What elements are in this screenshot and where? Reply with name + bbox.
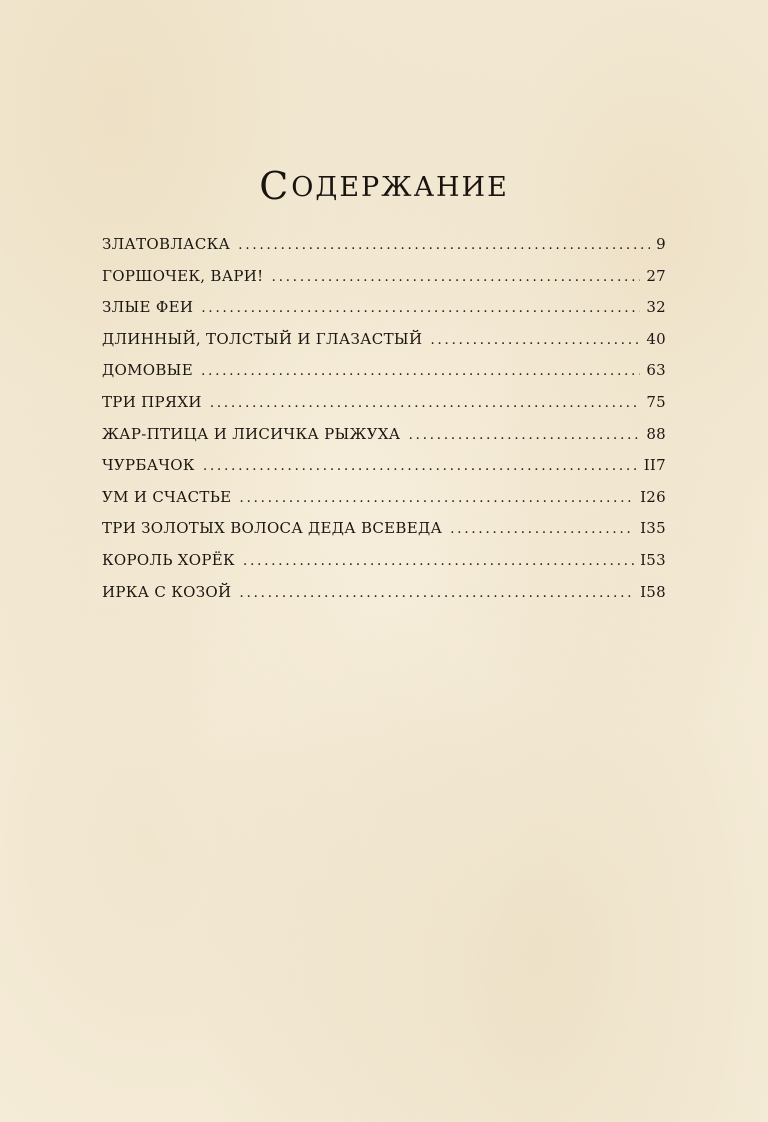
table-of-contents bbox=[102, 235, 666, 614]
toc-entry-title: КОРОЛЬ ХОРЁК bbox=[102, 550, 235, 569]
toc-entry-title: ТРИ ЗОЛОТЫХ ВОЛОСА ДЕДА ВСЕВЕДА bbox=[102, 519, 443, 538]
dot-leader bbox=[203, 458, 638, 474]
title-text: ОДЕРЖАНИЕ bbox=[291, 172, 509, 203]
toc-entry-page: I35 bbox=[640, 519, 666, 538]
dot-leader bbox=[430, 332, 640, 348]
toc-entry-title: ЧУРБАЧОК bbox=[102, 456, 195, 475]
toc-entry[interactable] bbox=[102, 267, 666, 299]
toc-entry-page: II7 bbox=[643, 456, 666, 475]
toc-entry-title: ЗЛАТОВЛАСКА bbox=[102, 235, 231, 253]
dot-leader bbox=[201, 300, 640, 316]
toc-entry-title: УМ И СЧАСТЬЕ bbox=[102, 487, 232, 506]
toc-entry-title: ДОМОВЫЕ bbox=[102, 361, 193, 380]
toc-entry-title: ЗЛЫЕ ФЕИ bbox=[102, 298, 194, 317]
toc-entry-page: 40 bbox=[646, 329, 666, 348]
toc-entry-title: ИРКА С КОЗОЙ bbox=[102, 582, 232, 601]
toc-entry[interactable] bbox=[102, 583, 666, 615]
toc-entry[interactable] bbox=[102, 425, 666, 457]
dot-leader bbox=[408, 427, 640, 443]
dot-leader bbox=[210, 395, 641, 411]
toc-entry[interactable] bbox=[102, 488, 666, 520]
decorative-initial: С bbox=[259, 164, 291, 208]
toc-entry-page: I58 bbox=[640, 582, 666, 601]
toc-entry[interactable] bbox=[102, 298, 666, 330]
toc-entry-title: ТРИ ПРЯХИ bbox=[102, 392, 202, 411]
toc-entry[interactable] bbox=[102, 551, 666, 583]
toc-entry-page: 27 bbox=[646, 266, 666, 285]
toc-entry-page: I53 bbox=[640, 550, 666, 569]
dot-leader bbox=[239, 490, 634, 506]
toc-entry-page: 32 bbox=[646, 298, 666, 317]
page-title bbox=[0, 166, 768, 208]
toc-entry-page: 63 bbox=[646, 361, 666, 380]
toc-entry-title: ЖАР-ПТИЦА И ЛИСИЧКА РЫЖУХА bbox=[102, 424, 401, 443]
toc-entry-page: 75 bbox=[646, 392, 666, 411]
toc-entry[interactable] bbox=[102, 393, 666, 425]
dot-leader bbox=[201, 363, 640, 379]
toc-entry-page: 9 bbox=[656, 235, 666, 253]
dot-leader bbox=[243, 553, 634, 569]
toc-entry-page: I26 bbox=[640, 487, 666, 506]
toc-entry[interactable] bbox=[102, 361, 666, 393]
toc-entry[interactable] bbox=[102, 519, 666, 551]
toc-entry[interactable] bbox=[102, 456, 666, 488]
toc-entry-title: ГОРШОЧЕК, ВАРИ! bbox=[102, 266, 264, 285]
toc-entry-page: 88 bbox=[646, 424, 666, 443]
toc-entry-title: ДЛИННЫЙ, ТОЛСТЫЙ И ГЛАЗАСТЫЙ bbox=[102, 329, 423, 348]
toc-entry[interactable] bbox=[102, 235, 666, 267]
dot-leader bbox=[238, 237, 650, 253]
toc-entry[interactable] bbox=[102, 330, 666, 362]
dot-leader bbox=[272, 269, 641, 285]
dot-leader bbox=[239, 585, 634, 601]
dot-leader bbox=[450, 521, 634, 537]
